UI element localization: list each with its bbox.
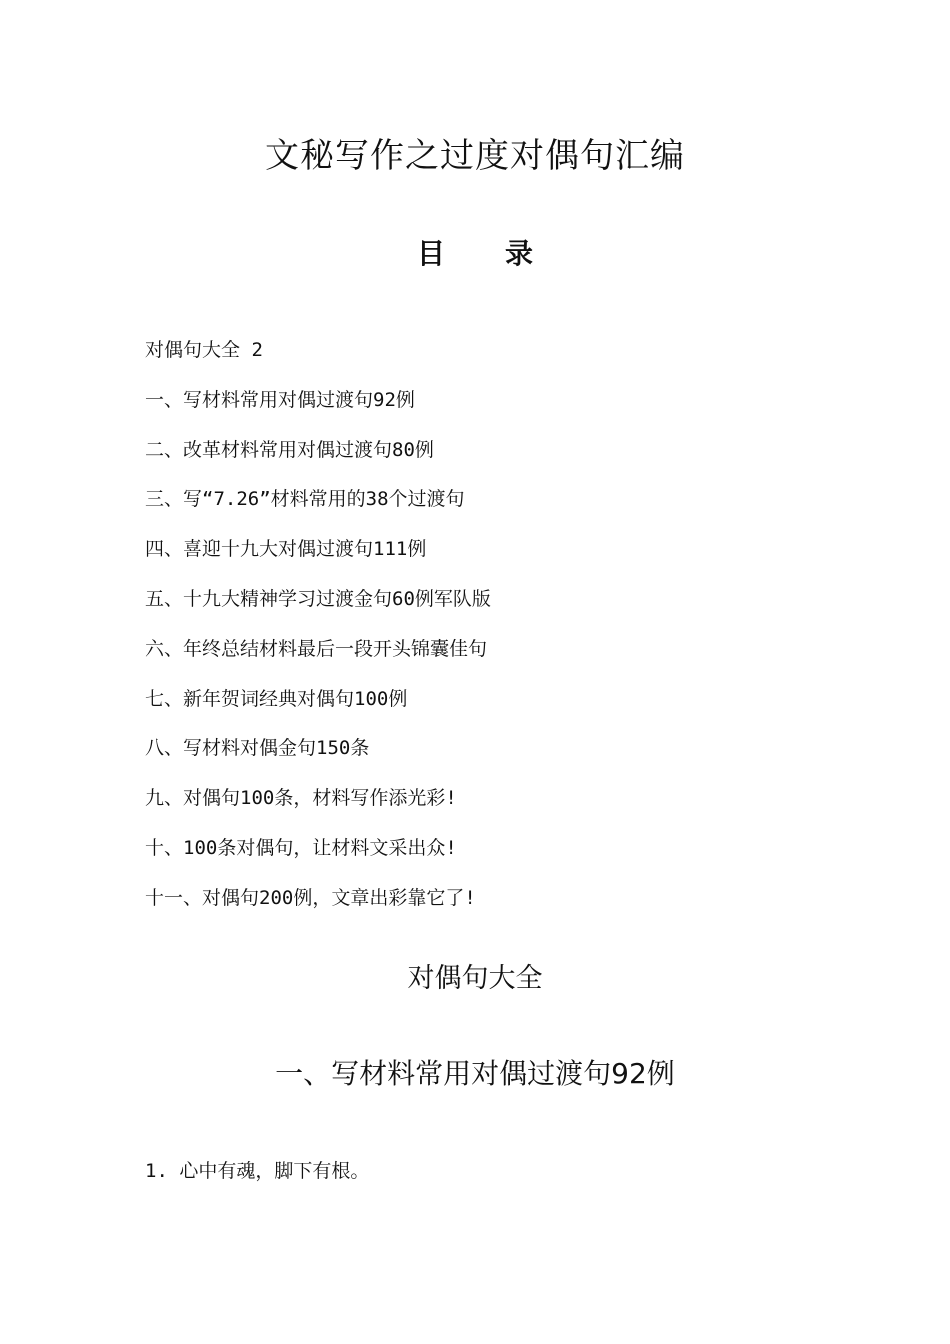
toc-item[interactable]: 五、十九大精神学习过渡金句60例军队版 [145,587,491,610]
toc-item[interactable]: 八、写材料对偶金句150条 [145,737,370,760]
toc-item[interactable]: 九、对偶句100条，材料写作添光彩! [145,787,457,810]
table-of-contents [145,336,491,934]
toc-item[interactable]: 一、写材料常用对偶过渡句92例 [145,388,415,411]
toc-item[interactable]: 六、年终总结材料最后一段开头锦囊佳句 [145,637,488,660]
toc-title [0,232,950,272]
toc-item[interactable]: 十一、对偶句200例，文章出彩靠它了! [145,886,476,909]
toc-item[interactable]: 三、写“7.26”材料常用的38个过渡句 [145,488,465,511]
document-title: 文秘写作之过度对偶句汇编 [265,136,685,176]
toc-item[interactable]: 七、新年贺词经典对偶句100例 [145,687,408,710]
body-paragraph: 1. 心中有魂，脚下有根。 [145,1160,370,1182]
toc-item[interactable]: 二、改革材料常用对偶过渡句80例 [145,438,434,461]
toc-title-part1: 目 [416,237,445,270]
toc-title-part2: 录 [505,237,534,270]
chapter-heading: 一、写材料常用对偶过渡句92例 [275,1057,675,1090]
toc-item[interactable]: 对偶句大全 2 [145,339,263,361]
section-heading: 对偶句大全 [407,963,543,994]
toc-item[interactable]: 四、喜迎十九大对偶过渡句111例 [145,538,427,561]
toc-item[interactable]: 十、100条对偶句，让材料文采出众! [145,836,457,859]
